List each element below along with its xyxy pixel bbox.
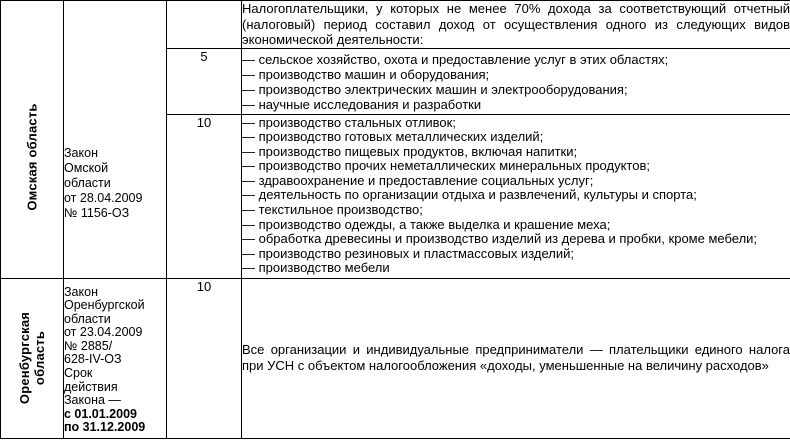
description-cell-intro	[242, 1, 790, 49]
activity-item: — сельское хозяйство, охота и предоставление услуг в этих областях;	[242, 51, 669, 67]
rate-cell-10-omsk	[167, 114, 242, 278]
law-line: от 23.04.2009	[64, 325, 143, 340]
table-row	[1, 278, 790, 438]
activity-item: — производство резиновых и пластмассовых изделий;	[242, 245, 574, 261]
rate-value: 10	[196, 278, 212, 294]
activity-item: — здравоохранение и предоставление социальных услуг;	[242, 172, 594, 188]
law-line: Закона —	[64, 393, 121, 408]
region-label-omsk: Омская область	[24, 103, 40, 211]
table-row	[1, 1, 790, 49]
activity-item: — производство пищевых продуктов, включая напитки;	[242, 143, 578, 159]
activity-item: — научные исследования и разработки	[242, 96, 482, 112]
law-line: № 2885/	[64, 338, 113, 353]
law-line: Срок	[64, 366, 93, 381]
activity-item: — производство электрических машин и электрооборудования;	[242, 81, 628, 97]
law-validity-end: по 31.12.2009	[64, 420, 146, 435]
rate-cell-empty	[167, 1, 242, 49]
rate-value: 10	[196, 114, 212, 130]
activity-item: — деятельность по организации отдыха и развлечений, культуры и спорта;	[242, 187, 697, 203]
description-text: Налогоплательщики, у которых не менее 70% дохода за соответствующий отчетный (налоговый) период составил доход от осуществления одного из следующих видов экономической деятельности:	[242, 1, 790, 47]
law-line: от 28.04.2009	[64, 191, 143, 205]
law-line: области	[64, 311, 111, 326]
law-cell-orenburg	[64, 278, 167, 438]
activity-list	[242, 115, 790, 277]
description-cell-rate10	[242, 114, 790, 278]
law-line: Закон	[64, 146, 98, 160]
activity-item: — производство одежды, а также выделка и крашение меха;	[242, 216, 611, 232]
rate-cell-5	[167, 48, 242, 114]
law-validity-start: с 01.01.2009	[64, 406, 137, 421]
rate-value: 5	[200, 48, 208, 64]
law-cell-omsk	[64, 1, 167, 279]
description-cell-orenburg	[242, 278, 790, 438]
description-text: Все организации и индивидуальные предприниматели — плательщики единого налога при УСН с объектом налогообложения «доходы, уменьшенные на величину расходов»	[242, 341, 790, 373]
law-text-orenburg	[64, 286, 166, 436]
law-line: Оренбургской	[64, 298, 145, 313]
region-cell-omsk	[1, 1, 64, 279]
region-cell-orenburg	[1, 278, 64, 438]
activity-item: — производство стальных отливок;	[242, 114, 456, 130]
activity-item: — производство мебели	[242, 260, 390, 276]
law-line: 628-IV-ОЗ	[64, 352, 122, 367]
region-label-orenburg: Оренбургская область	[17, 311, 47, 405]
law-text-omsk	[64, 146, 166, 221]
law-line: № 1156-ОЗ	[64, 206, 130, 220]
activity-item: — производство прочих неметаллических минеральных продуктов;	[242, 158, 650, 174]
law-line: Закон	[64, 284, 98, 299]
activity-item: — производство готовых металлических изделий;	[242, 129, 544, 145]
law-line: действия	[64, 379, 118, 394]
activity-list	[242, 49, 790, 112]
activity-item: — производство машин и оборудования;	[242, 66, 490, 82]
law-line: Омской	[64, 161, 109, 175]
rate-cell-10-orenburg	[167, 278, 242, 438]
activity-item: — обработка древесины и производство изделий из дерева и пробки, кроме мебели;	[242, 231, 758, 247]
activity-item: — текстильное производство;	[242, 202, 423, 218]
description-cell-rate5	[242, 48, 790, 114]
law-line: области	[64, 176, 111, 190]
